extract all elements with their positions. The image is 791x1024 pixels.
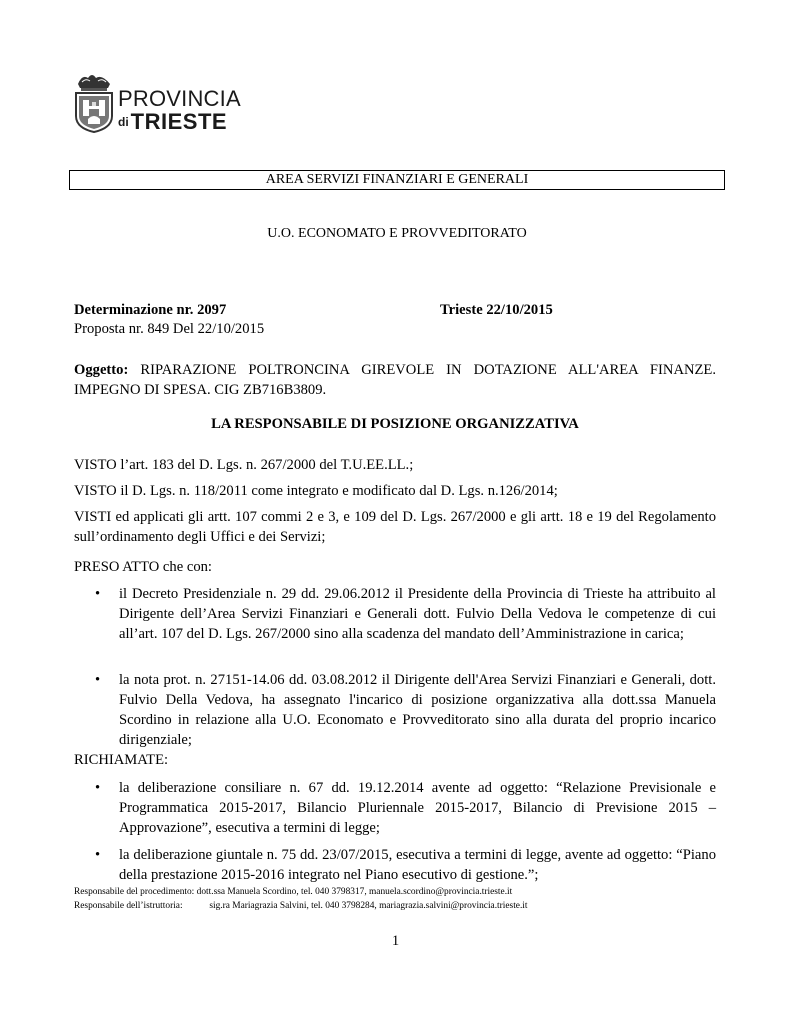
provincia-logo [72, 72, 252, 134]
footer-line-procedimento [74, 887, 512, 897]
footer-value-procedimento: dott.ssa Manuela Scordino, tel. 040 3798317, manuela.scordino@provincia.trieste.it [196, 887, 513, 897]
area-title-box: AREA SERVIZI FINANZIARI E GENERALI [69, 170, 725, 190]
richiamate-item-1: la deliberazione consiliare n. 67 dd. 19.12.2014 avente ad oggetto: “Relazione Previsionale e Programmatica 2015-2017, Bilancio Pluriennale 2015-2017, Bilancio di Previsione 2015 – Approvazione”, esecutiva a termini di legge; [119, 780, 716, 836]
bullet-marker: • [95, 586, 101, 602]
determination-number: Determinazione nr. 2097 [74, 302, 227, 318]
logo-provincia-text: PROVINCIA [118, 86, 241, 111]
logo-trieste-text: TRIESTE [130, 109, 228, 134]
proposal-number: Proposta nr. 849 Del 22/10/2015 [74, 321, 265, 337]
unit-title: U.O. ECONOMATO E PROVVEDITORATO [267, 226, 527, 241]
bullet-marker: • [95, 672, 101, 688]
preso-atto-item-1: il Decreto Presidenziale n. 29 dd. 29.06.2012 il Presidente della Provincia di Trieste ha attribuito al Dirigente dell’Area Servizi Finanziari e Generali dott. Fulvio Della Vedova le competenze di cui all’art. 107 del D. Lgs. 267/2000 sino alla scadenza del mandato dell’Amministrazione in carica; [119, 586, 716, 642]
subject-paragraph [74, 360, 716, 400]
section-heading: LA RESPONSABILE DI POSIZIONE ORGANIZZATIVA [211, 416, 579, 432]
footer-value-istruttoria: sig.ra Mariagrazia Salvini, tel. 040 3798284, mariagrazia.salvini@provincia.trieste.it [209, 901, 528, 911]
coat-of-arms-icon [72, 72, 116, 134]
place-date: Trieste 22/10/2015 [440, 302, 553, 318]
visto-paragraph-2: VISTO il D. Lgs. n. 118/2011 come integrato e modificato dal D. Lgs. n.126/2014; [74, 483, 558, 499]
footer-label-procedimento: Responsabile del procedimento: [74, 887, 195, 897]
visti-paragraph-3: VISTI ed applicati gli artt. 107 commi 2 e 3, e 109 del D. Lgs. 267/2000 e gli artt. 18 e 19 del Regolamento sull’ordinamento degli Uffici e dei Servizi; [74, 509, 716, 545]
preso-atto-intro: PRESO ATTO che con: [74, 559, 212, 575]
footer-line-istruttoria [74, 901, 528, 911]
visto-paragraph-1: VISTO l’art. 183 del D. Lgs. n. 267/2000 del T.U.EE.LL.; [74, 457, 414, 473]
logo-di-text: di [118, 115, 129, 129]
bullet-marker: • [95, 847, 101, 863]
richiamate-intro: RICHIAMATE: [74, 752, 169, 768]
richiamate-item-2: la deliberazione giuntale n. 75 dd. 23/07/2015, esecutiva a termini di legge, avente ad oggetto: “Piano della prestazione 2015-2016 integrato nel Piano esecutivo di gestione.”; [119, 847, 716, 883]
bullet-marker: • [95, 780, 101, 796]
page-number: 1 [391, 933, 400, 949]
logo-wordmark [118, 88, 241, 136]
subject-label: Oggetto: [74, 362, 129, 378]
subject-text: RIPARAZIONE POLTRONCINA GIREVOLE IN DOTAZIONE ALL'AREA FINANZE. IMPEGNO DI SPESA. CIG ZB716B3809. [74, 362, 716, 398]
preso-atto-item-2: la nota prot. n. 27151-14.06 dd. 03.08.2012 il Dirigente dell'Area Servizi Finanziari e Generali, dott. Fulvio Della Vedova, ha assegnato l'incarico di posizione organizzativa alla dott.ssa Manuela Scordino in relazione alla U.O. Economato e Provveditorato sino alla durata del proprio incarico dirigenziale; [119, 672, 716, 748]
footer-label-istruttoria: Responsabile dell’istruttoria: [74, 901, 183, 911]
